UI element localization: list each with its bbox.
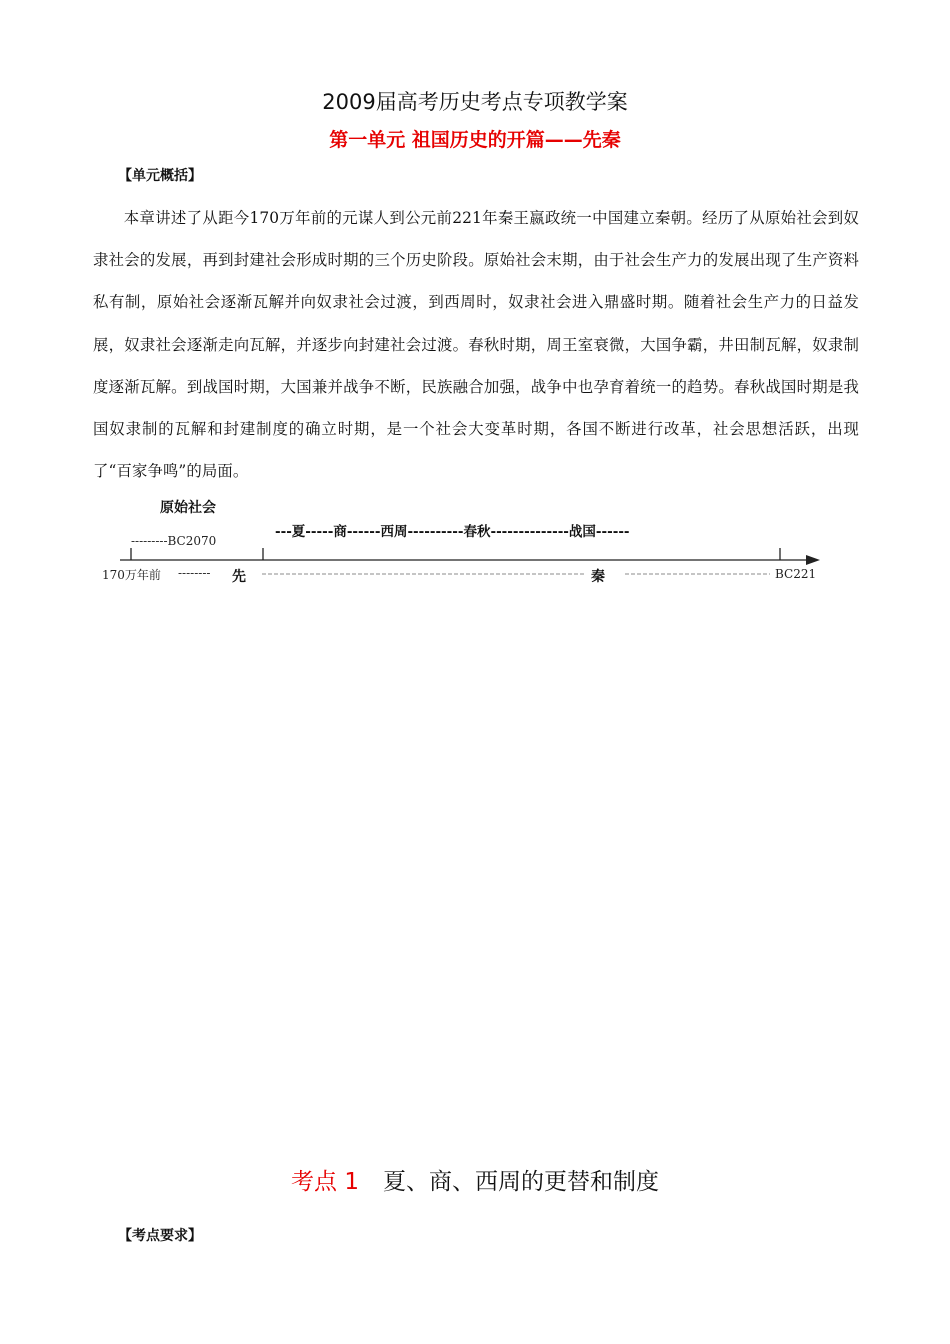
bc221-label: BC221	[775, 567, 817, 581]
kaodian-number: 考点 1	[291, 1169, 359, 1195]
timeline	[0, 490, 950, 600]
requirement-heading: 【考点要求】	[118, 1228, 202, 1244]
axis-arrowhead	[806, 555, 820, 565]
kaodian-title: 夏、商、西周的更替和制度	[382, 1169, 659, 1195]
start-dashes: --------	[178, 566, 211, 580]
qin-label: 秦	[591, 569, 605, 585]
unit-subtitle: 第一单元 祖国历史的开篇——先秦	[329, 129, 621, 151]
bc2070-marker: ---------BC2070	[131, 534, 217, 548]
xian-label: 先	[232, 569, 246, 585]
summary-paragraph: 本章讲述了从距今170万年前的元谋人到公元前221年秦王嬴政统一中国建立秦朝。经历了从原始社会到奴隶社会的发展，再到封建社会形成时期的三个历史阶段。原始社会末期，由于社会生产力的发展出现了生产资料私有制，原始社会逐渐瓦解并向奴隶社会过渡，到西周时，奴隶社会进入鼎盛时期。随着社会生产力的日益发展，奴隶社会逐渐走向瓦解，并逐步向封建社会过渡。春秋时期，周王室衰微，大国争霸，井田制瓦解，奴隶制度逐渐瓦解。到战国时期，大国兼并战争不断，民族融合加强，战争中也孕育着统一的趋势。春秋战国时期是我国奴隶制的瓦解和封建制度的确立时期，是一个社会大变革时期，各国不断进行改革，社会思想活跃，出现了“百家争鸣”的局面。	[93, 209, 859, 481]
timeline-axis	[0, 490, 950, 600]
dynasty-sequence-label: ---夏-----商------西周----------春秋--------------战国------	[275, 524, 630, 540]
document-title: 2009届高考历史考点专项教学案	[322, 90, 628, 114]
summary-heading: 【单元概括】	[118, 168, 202, 184]
start-label: 170万年前	[102, 568, 161, 582]
primitive-society-label: 原始社会	[160, 500, 216, 516]
kaodian-heading	[0, 1163, 950, 1196]
